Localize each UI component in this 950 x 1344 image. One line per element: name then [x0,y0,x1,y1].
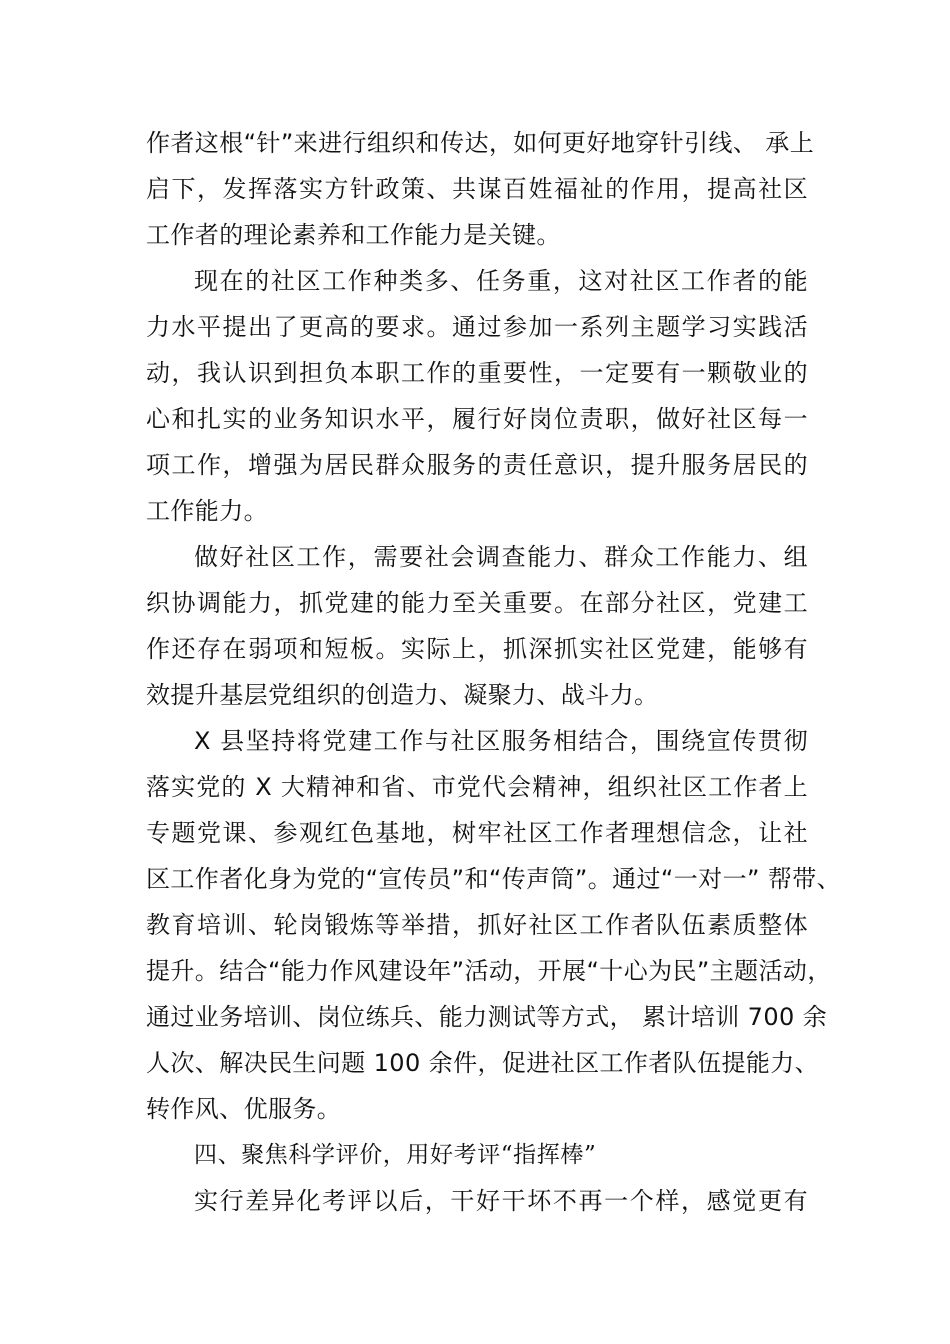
text-line: 区工作者化身为党的“宣传员”和“传声筒”。通过“一对一” 帮带、 [146,865,842,893]
text-line: 织协调能力，抓党建的能力至关重要。在部分社区，党建工 [146,589,808,617]
paragraph-start-line: 现在的社区工作种类多、任务重，这对社区工作者的能 [194,267,808,295]
text-line: 动，我认识到担负本职工作的重要性，一定要有一颗敬业的 [146,359,808,387]
text-line: 工作能力。 [146,497,268,525]
text-line: 教育培训、轮岗锻炼等举措，抓好社区工作者队伍素质整体 [146,911,808,939]
text-line: 人次、解决民生问题 100 余件，促进社区工作者队伍提能力、 [146,1049,820,1077]
text-line: 心和扎实的业务知识水平，履行好岗位责职，做好社区每一 [146,405,808,433]
text-line: 工作者的理论素养和工作能力是关键。 [146,221,561,249]
text-line: 效提升基层党组织的创造力、凝聚力、战斗力。 [146,681,659,709]
text-line: 项工作，增强为居民群众服务的责任意识，提升服务居民的 [146,451,808,479]
text-line: 落实党的 X 大精神和省、市党代会精神，组织社区工作者上 [146,773,808,801]
document-body [146,120,842,1224]
text-line: 作者这根“针”来进行组织和传达，如何更好地穿针引线、 承上 [146,129,815,157]
paragraph-start-line: X 县坚持将党建工作与社区服务相结合，围绕宣传贯彻 [194,727,808,755]
section-heading: 四、聚焦科学评价，用好考评“指挥棒” [194,1142,597,1168]
paragraph-start-line: 做好社区工作，需要社会调查能力、群众工作能力、组 [194,543,808,571]
text-line: 专题党课、参观红色基地，树牢社区工作者理想信念，让社 [146,819,808,847]
text-line: 作还存在弱项和短板。实际上，抓深抓实社区党建，能够有 [146,635,808,663]
text-line: 提升。结合“能力作风建设年”活动，开展“十心为民”主题活动， [146,957,832,985]
paragraph-start-line: 实行差异化考评以后，干好干坏不再一个样，感觉更有 [194,1187,808,1215]
text-line: 力水平提出了更高的要求。通过参加一系列主题学习实践活 [146,313,808,341]
text-line: 启下，发挥落实方针政策、共谋百姓福祉的作用，提高社区 [146,175,808,203]
text-line: 转作风、优服务。 [146,1095,342,1123]
text-line: 通过业务培训、岗位练兵、能力测试等方式， 累计培训 700 余 [146,1003,828,1031]
